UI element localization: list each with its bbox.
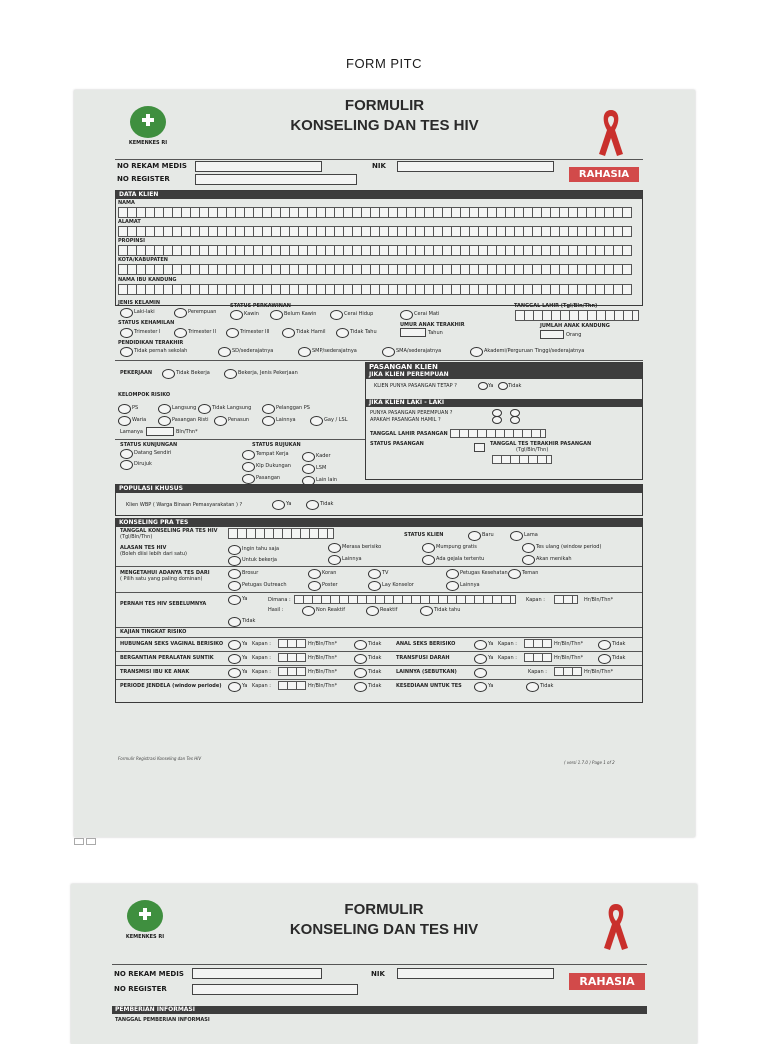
red-ribbon-icon — [596, 106, 626, 158]
form-heading-2-line1: FORMULIR — [344, 901, 424, 918]
lainnya-sumber-label: Lainnya — [460, 582, 480, 588]
akademi-label: Akademi/Perguruan Tinggi/sederajatnya — [484, 348, 585, 354]
pernah-tes-tidak-label: Tidak — [242, 618, 256, 624]
kesediaan-tidak-label: Tidak — [540, 683, 554, 689]
dimana-field[interactable] — [294, 595, 516, 604]
alasan-tes-hint: (Boleh diisi lebih dari satu) — [120, 551, 188, 557]
anal-seks-kapan-field[interactable] — [524, 639, 552, 648]
brosur-label: Brosur — [242, 570, 259, 576]
red-ribbon-icon-2 — [601, 900, 631, 952]
lsm-radio[interactable] — [302, 464, 315, 474]
baru-radio[interactable] — [468, 531, 481, 541]
petugas-outreach-radio[interactable] — [228, 581, 241, 591]
tv-label: TV — [382, 570, 389, 576]
tidak-tahu-radio[interactable] — [336, 328, 349, 338]
pasangan-rujukan-radio[interactable] — [242, 474, 255, 484]
nama-ibu-label: NAMA IBU KANDUNG — [118, 277, 177, 283]
periode-unit: Hr/Bln/Thn* — [308, 683, 338, 689]
pernah-kapan-label: Kapan : — [526, 597, 545, 603]
pasangan-tidak-label: Tidak — [508, 383, 522, 389]
hubungan-seks-ya-label: Ya — [242, 641, 248, 647]
reaktif-radio[interactable] — [366, 606, 379, 616]
trimester1-radio[interactable] — [120, 328, 133, 338]
periode-jendela-label: PERIODE JENDELA (window periode) — [120, 683, 222, 689]
footer-right: ( versi 1.7.0 ) Page 1 of 2 — [564, 760, 615, 765]
sma-label: SMA/sederajatnya — [396, 348, 442, 354]
wbp-ya-label: Ya — [286, 501, 292, 507]
nama-label: NAMA — [118, 200, 135, 206]
dirujuk-label: Dirujuk — [134, 461, 152, 467]
transmisi-ya-radio[interactable] — [228, 668, 241, 678]
no-register-field-2[interactable] — [192, 984, 358, 995]
transfusi-ya-radio[interactable] — [474, 654, 487, 664]
tempat-kerja-radio[interactable] — [242, 450, 255, 460]
pasangan-ya-radio[interactable] — [478, 382, 488, 390]
lamanya-field[interactable] — [146, 427, 174, 436]
lsm-label: LSM — [316, 465, 327, 471]
status-kehamilan-label: STATUS KEHAMILAN — [118, 320, 175, 326]
trimester3-radio[interactable] — [226, 328, 239, 338]
lainnya-risiko-radio[interactable] — [262, 416, 275, 426]
status-rujukan-label: STATUS RUJUKAN — [252, 442, 301, 448]
tempat-kerja-label: Tempat Kerja — [256, 451, 289, 457]
mengetahui-tes-label: MENGETAHUI ADANYA TES DARI — [120, 570, 210, 576]
form-heading-line1: FORMULIR — [344, 97, 425, 114]
tidak-hamil-radio[interactable] — [282, 328, 295, 338]
gay-label: Gay / LSL — [324, 417, 348, 423]
lainnya-risiko-unit: Hr/Bln/Thn* — [584, 669, 614, 675]
bergantian-peralatan-label: BERGANTIAN PERALATAN SUNTIK — [120, 655, 214, 661]
umur-anak-field[interactable] — [400, 328, 426, 337]
smp-label: SMP/sederajatnya — [312, 348, 357, 354]
bergantian-ya-radio[interactable] — [228, 654, 241, 664]
poster-radio[interactable] — [308, 581, 321, 591]
waria-radio[interactable] — [118, 416, 131, 426]
tidak-bekerja-label: Tidak Bekerja — [176, 370, 210, 376]
kajian-risiko-label: KAJIAN TINGKAT RISIKO — [120, 629, 187, 635]
lay-konselor-radio[interactable] — [368, 581, 381, 591]
lamanya-unit-label: Bln/Thn* — [176, 429, 198, 435]
jumlah-anak-field[interactable] — [540, 330, 564, 339]
laki-radio[interactable] — [120, 308, 133, 318]
wbp-ya-radio[interactable] — [272, 500, 285, 510]
tanggal-konseling-format: (Tgl/Bln/Thn) — [120, 534, 153, 540]
punya-pasangan-perempuan-label: PUNYA PASANGAN PEREMPUAN ? — [370, 410, 453, 416]
transmisi-unit: Hr/Bln/Thn* — [308, 669, 338, 675]
akan-menikah-radio[interactable] — [522, 555, 535, 565]
konseling-pra-tes-header: KONSELING PRA TES — [116, 519, 642, 527]
kesediaan-label: KESEDIAAN UNTUK TES — [396, 683, 462, 689]
lama-radio[interactable] — [510, 531, 523, 541]
wbp-tidak-radio[interactable] — [306, 500, 319, 510]
tanggal-konseling-field[interactable] — [228, 528, 334, 539]
kesediaan-tidak-radio[interactable] — [526, 682, 539, 692]
cerai-mati-radio[interactable] — [400, 310, 413, 320]
lainnya-risiko-kapan-field[interactable] — [554, 667, 582, 676]
gay-radio[interactable] — [310, 416, 323, 426]
anal-seks-ya-radio[interactable] — [474, 640, 487, 650]
orang-label: Orang — [566, 332, 582, 338]
tidak-hamil-label: Tidak Hamil — [296, 329, 326, 335]
hubungan-seks-kapan-field[interactable] — [278, 639, 306, 648]
no-rekam-medis-field-2[interactable] — [192, 968, 322, 979]
document-title: FORM PITC — [346, 56, 422, 71]
populasi-khusus-header: POPULASI KHUSUS — [116, 485, 642, 493]
merasa-berisiko-label: Merasa berisiko — [342, 544, 382, 550]
hubungan-seks-ya-radio[interactable] — [228, 640, 241, 650]
ps-radio[interactable] — [118, 404, 131, 414]
pasangan-rujukan-label: Pasangan — [256, 475, 281, 481]
alamat-label: ALAMAT — [118, 219, 141, 225]
tidak-sekolah-label: Tidak pernah sekolah — [134, 348, 188, 354]
pernah-kapan-field[interactable] — [554, 595, 578, 604]
tidak-langsung-label: Tidak Langsung — [212, 405, 252, 411]
hubungan-seks-label: HUBUNGAN SEKS VAGINAL BERISIKO — [120, 641, 224, 647]
transfusi-label: TRANSFUSI DARAH — [396, 655, 450, 661]
pernah-tes-label: PERNAH TES HIV SEBELUMNYA — [120, 601, 207, 607]
tidak-langsung-radio[interactable] — [198, 404, 211, 414]
anal-seks-tidak-label: Tidak — [612, 641, 626, 647]
tanggal-tes-pasangan-field[interactable] — [492, 455, 552, 464]
untuk-bekerja-radio[interactable] — [228, 556, 241, 566]
propinsi-field[interactable] — [118, 245, 632, 256]
nik-label-2: NIK — [371, 970, 385, 978]
no-register-label: NO REGISTER — [117, 175, 170, 183]
langsung-radio[interactable] — [158, 404, 171, 414]
pendidikan-label: PENDIDIKAN TERAKHIR — [118, 340, 184, 346]
mumpung-gratis-radio[interactable] — [422, 543, 435, 553]
status-kunjungan-label: STATUS KUNJUNGAN — [120, 442, 178, 448]
data-klien-header: DATA KLIEN — [116, 191, 642, 199]
ada-gejala-radio[interactable] — [422, 555, 435, 565]
lainnya-alasan-radio[interactable] — [328, 555, 341, 565]
tanggal-lahir-field[interactable] — [515, 310, 639, 321]
periode-tidak-label: Tidak — [368, 683, 382, 689]
mengetahui-tes-hint: ( Pilih satu yang paling dominan) — [120, 576, 203, 582]
cerai-mati-label: Cerai Mati — [414, 311, 440, 317]
anal-seks-kapan-label: Kapan : — [498, 641, 517, 647]
lainnya-risiko-kapan-label: Kapan : — [528, 669, 547, 675]
anal-seks-ya-label: Ya — [488, 641, 494, 647]
bergantian-kapan-field[interactable] — [278, 653, 306, 662]
transfusi-unit: Hr/Bln/Thn* — [554, 655, 584, 661]
smp-radio[interactable] — [298, 347, 311, 357]
status-perkawinan-label: STATUS PERKAWINAN — [230, 303, 291, 309]
nik-label: NIK — [372, 162, 386, 170]
nama-field[interactable] — [118, 207, 632, 218]
brosur-radio[interactable] — [228, 569, 241, 579]
kawin-radio[interactable] — [230, 310, 243, 320]
tgl-bln-thn-label: (Tgl/Bln/Thn) — [516, 447, 549, 453]
populasi-khusus-section — [115, 484, 643, 516]
anal-seks-unit: Hr/Bln/Thn* — [554, 641, 584, 647]
jika-laki-header: JIKA KLIEN LAKI - LAKI — [366, 399, 642, 407]
transfusi-kapan-label: Kapan : — [498, 655, 517, 661]
periode-ya-label: Ya — [242, 683, 248, 689]
perempuan-radio[interactable] — [174, 308, 187, 318]
periode-ya-radio[interactable] — [228, 682, 241, 692]
pemberian-informasi-header: PEMBERIAN INFORMASI — [112, 1006, 647, 1014]
klp-dukungan-radio[interactable] — [242, 462, 255, 472]
alasan-tes-label: ALASAN TES HIV — [120, 545, 167, 551]
footer-left: Formulir Registrasi Konseling dan Tes HIV — [118, 756, 202, 761]
ingin-tahu-label: Ingin tahu saja — [242, 546, 280, 552]
ada-gejala-label: Ada gejala tertentu — [436, 556, 485, 562]
apakah-hamil-label: APAKAH PASANGAN HAMIL ? — [370, 417, 441, 423]
tanggal-lahir-label: TANGGAL LAHIR (Tgl/Bln/Thn) — [514, 303, 598, 309]
jenis-kelamin-label: JENIS KELAMIN — [118, 300, 161, 306]
lamanya-label: Lamanya — [120, 429, 143, 435]
transfusi-ya-label: Ya — [488, 655, 494, 661]
jika-perempuan-header: JIKA KLIEN PEREMPUAN — [366, 371, 642, 379]
transfusi-kapan-field[interactable] — [524, 653, 552, 662]
lama-label: Lama — [524, 532, 538, 538]
anal-seks-label: ANAL SEKS BERISIKO — [396, 641, 456, 647]
hasil-tidak-tahu-radio[interactable] — [420, 606, 433, 616]
transmisi-tidak-radio[interactable] — [354, 668, 367, 678]
form-page-1-photo — [74, 90, 695, 837]
non-reaktif-radio[interactable] — [302, 606, 315, 616]
transfusi-tidak-label: Tidak — [612, 655, 626, 661]
petugas-kesehatan-label: Petugas Kesehatan — [460, 570, 508, 576]
teman-label: Teman — [522, 570, 539, 576]
sma-radio[interactable] — [382, 347, 395, 357]
pasangan-ya-label: Ya — [488, 383, 494, 389]
lain-lain-label: Lain lain — [316, 477, 338, 483]
cerai-hidup-radio[interactable] — [330, 310, 343, 320]
dimana-label: Dimana : — [268, 597, 291, 603]
nama-ibu-field[interactable] — [118, 284, 632, 295]
kemenkes-logo-icon: KEMENKES RI — [126, 106, 170, 148]
transmisi-kapan-field[interactable] — [278, 667, 306, 676]
no-register-label-2: NO REGISTER — [114, 985, 167, 993]
akan-menikah-label: Akan menikah — [536, 556, 572, 562]
nik-field[interactable] — [397, 161, 554, 172]
rahasia-badge-2: RAHASIA — [569, 973, 645, 990]
merasa-berisiko-radio[interactable] — [328, 543, 341, 553]
dirujuk-radio[interactable] — [120, 460, 133, 470]
pernah-tes-ya-label: Ya — [242, 596, 248, 602]
bekerja-label: Bekerja, Jenis Pekerjaan — [238, 370, 298, 376]
tanggal-lahir-pasangan-label: TANGGAL LAHIR PASANGAN — [370, 431, 448, 437]
petugas-outreach-label: Petugas Outreach — [242, 582, 287, 588]
trimester3-label: Trimester III — [240, 329, 270, 335]
koran-radio[interactable] — [308, 569, 321, 579]
transmisi-ya-label: Ya — [242, 669, 248, 675]
hubungan-seks-tidak-radio[interactable] — [354, 640, 367, 650]
reaktif-label: Reaktif — [380, 607, 398, 613]
cerai-hidup-label: Cerai Hidup — [344, 311, 374, 317]
pekerjaan-label: PEKERJAAN — [120, 370, 153, 376]
lainnya-risiko-ya-radio[interactable] — [474, 668, 487, 678]
form-heading-line2: KONSELING DAN TES HIV — [290, 117, 479, 134]
kawin-label: Kawin — [244, 311, 259, 317]
tidak-sekolah-radio[interactable] — [120, 347, 133, 357]
no-rekam-medis-label: NO REKAM MEDIS — [117, 162, 187, 170]
klp-dukungan-label: Klp Dukungan — [256, 463, 291, 469]
tidak-bekerja-radio[interactable] — [162, 369, 175, 379]
teman-radio[interactable] — [508, 569, 521, 579]
penasun-label: Penasun — [228, 417, 250, 423]
bergantian-ya-label: Ya — [242, 655, 248, 661]
form-heading-2-line2: KONSELING DAN TES HIV — [289, 921, 479, 938]
trimester2-label: Trimester II — [188, 329, 216, 335]
waria-label: Waria — [132, 417, 147, 423]
hubungan-seks-tidak-label: Tidak — [368, 641, 382, 647]
rahasia-badge: RAHASIA — [569, 167, 639, 182]
lainnya-risiko-label: Lainnya — [276, 417, 296, 423]
baru-label: Baru — [482, 532, 494, 538]
no-rekam-medis-label-2: NO REKAM MEDIS — [114, 970, 184, 978]
lainnya-alasan-label: Lainnya — [342, 556, 362, 562]
tanggal-tes-pasangan-label: TANGGAL TES TERAKHIR PASANGAN — [490, 441, 592, 447]
koran-label: Koran — [322, 570, 337, 576]
pelanggan-ps-radio[interactable] — [262, 404, 275, 414]
pasangan-tidak-radio[interactable] — [498, 382, 508, 390]
no-register-field[interactable] — [195, 174, 357, 185]
hamil-tidak-radio[interactable] — [510, 416, 520, 424]
tanggal-lahir-pasangan-field[interactable] — [450, 429, 546, 438]
bergantian-tidak-label: Tidak — [368, 655, 382, 661]
tidak-tahu-label: Tidak Tahu — [350, 329, 377, 335]
tes-ulang-radio[interactable] — [522, 543, 535, 553]
form-page-2-photo — [71, 884, 697, 1044]
tanggal-konseling-label: TANGGAL KONSELING PRA TES HIV — [120, 528, 218, 534]
non-reaktif-label: Non Reaktif — [316, 607, 345, 613]
kota-label: KOTA/KABUPATEN — [118, 257, 168, 263]
untuk-bekerja-label: Untuk bekerja — [242, 557, 277, 563]
bergantian-kapan-label: Kapan : — [252, 655, 271, 661]
wbp-tidak-label: Tidak — [320, 501, 334, 507]
no-rekam-medis-field[interactable] — [195, 161, 322, 172]
bekerja-radio[interactable] — [224, 369, 237, 379]
umur-anak-label: UMUR ANAK TERAKHIR — [400, 322, 465, 328]
petugas-kesehatan-radio[interactable] — [446, 569, 459, 579]
kota-field[interactable] — [118, 264, 632, 275]
hamil-ya-radio[interactable] — [492, 416, 502, 424]
lay-konselor-label: Lay Konselor — [382, 582, 414, 588]
transmisi-ibu-label: TRANSMISI IBU KE ANAK — [120, 669, 190, 675]
pernah-tes-tidak-radio[interactable] — [228, 617, 241, 627]
konseling-pra-tes-section — [115, 518, 643, 703]
kesediaan-ya-label: Ya — [488, 683, 494, 689]
transmisi-tidak-label: Tidak — [368, 669, 382, 675]
kader-radio[interactable] — [302, 452, 315, 462]
kelompok-risiko-label: KELOMPOK RISIKO — [118, 392, 171, 398]
tahun-label: Tahun — [428, 330, 443, 336]
pasangan-risti-radio[interactable] — [158, 416, 171, 426]
anal-seks-tidak-radio[interactable] — [598, 640, 611, 650]
datang-sendiri-radio[interactable] — [120, 449, 133, 459]
trimester2-radio[interactable] — [174, 328, 187, 338]
penasun-radio[interactable] — [214, 416, 227, 426]
transfusi-tidak-radio[interactable] — [598, 654, 611, 664]
sd-label: SD/sederajatnya — [232, 348, 274, 354]
mumpung-gratis-label: Mumpung gratis — [436, 544, 477, 550]
laki-label: Laki-laki — [134, 309, 155, 315]
ingin-tahu-radio[interactable] — [228, 545, 241, 555]
periode-kapan-field[interactable] — [278, 681, 306, 690]
nik-field-2[interactable] — [397, 968, 554, 979]
datang-sendiri-label: Datang Sendiri — [134, 450, 172, 456]
jumlah-anak-label: JUMLAH ANAK KANDUNG — [540, 323, 610, 329]
kemenkes-logo-icon-2: KEMENKES RI — [123, 900, 167, 942]
belum-kawin-radio[interactable] — [270, 310, 283, 320]
perempuan-label: Perempuan — [188, 309, 217, 315]
tes-ulang-label: Tes ulang (window period) — [536, 544, 602, 550]
pelanggan-ps-label: Pelanggan PS — [276, 405, 310, 411]
propinsi-label: PROPINSI — [118, 238, 145, 244]
periode-tidak-radio[interactable] — [354, 682, 367, 692]
pasangan-klien-header: PASANGAN KLIEN — [366, 363, 642, 371]
status-klien-label: STATUS KLIEN — [404, 532, 444, 538]
langsung-label: Langsung — [172, 405, 197, 411]
tanggal-pemberian-label: TANGGAL PEMBERIAN INFORMASI — [115, 1017, 210, 1023]
poster-label: Poster — [322, 582, 338, 588]
klien-wbp-label: Klien WBP ( Warga Binaan Pemasyarakatan ) ? — [126, 502, 243, 508]
lainnya-sumber-radio[interactable] — [446, 581, 459, 591]
pasangan-risti-label: Pasangan Risti — [172, 417, 209, 423]
alamat-field[interactable] — [118, 226, 632, 237]
kader-label: Kader — [316, 453, 331, 459]
tv-radio[interactable] — [368, 569, 381, 579]
hasil-tidak-tahu-label: Tidak tahu — [434, 607, 461, 613]
kesediaan-ya-radio[interactable] — [474, 682, 487, 692]
pasangan-klien-section — [365, 362, 643, 480]
bergantian-tidak-radio[interactable] — [354, 654, 367, 664]
status-pasangan-label: STATUS PASANGAN — [370, 441, 424, 447]
klien-punya-pasangan-label: KLIEN PUNYA PASANGAN TETAP ? — [374, 383, 457, 389]
trimester1-label: Trimester I — [134, 329, 161, 335]
belum-kawin-label: Belum Kawin — [284, 311, 317, 317]
akademi-radio[interactable] — [470, 347, 483, 357]
photo-caption-thumbnail — [74, 838, 96, 845]
status-pasangan-field[interactable] — [474, 443, 485, 452]
sd-radio[interactable] — [218, 347, 231, 357]
pernah-kapan-unit: Hr/Bln/Thn* — [584, 597, 614, 603]
periode-kapan-label: Kapan : — [252, 683, 271, 689]
data-klien-section — [115, 190, 643, 306]
hubungan-seks-kapan-label: Kapan : — [252, 641, 271, 647]
ps-label: PS — [132, 405, 139, 411]
hubungan-seks-unit: Hr/Bln/Thn* — [308, 641, 338, 647]
lainnya-sebutkan-label: LAINNYA (SEBUTKAN) — [396, 669, 457, 675]
transmisi-kapan-label: Kapan : — [252, 669, 271, 675]
bergantian-unit: Hr/Bln/Thn* — [308, 655, 338, 661]
hasil-label: Hasil : — [268, 607, 284, 613]
pernah-tes-ya-radio[interactable] — [228, 595, 241, 605]
